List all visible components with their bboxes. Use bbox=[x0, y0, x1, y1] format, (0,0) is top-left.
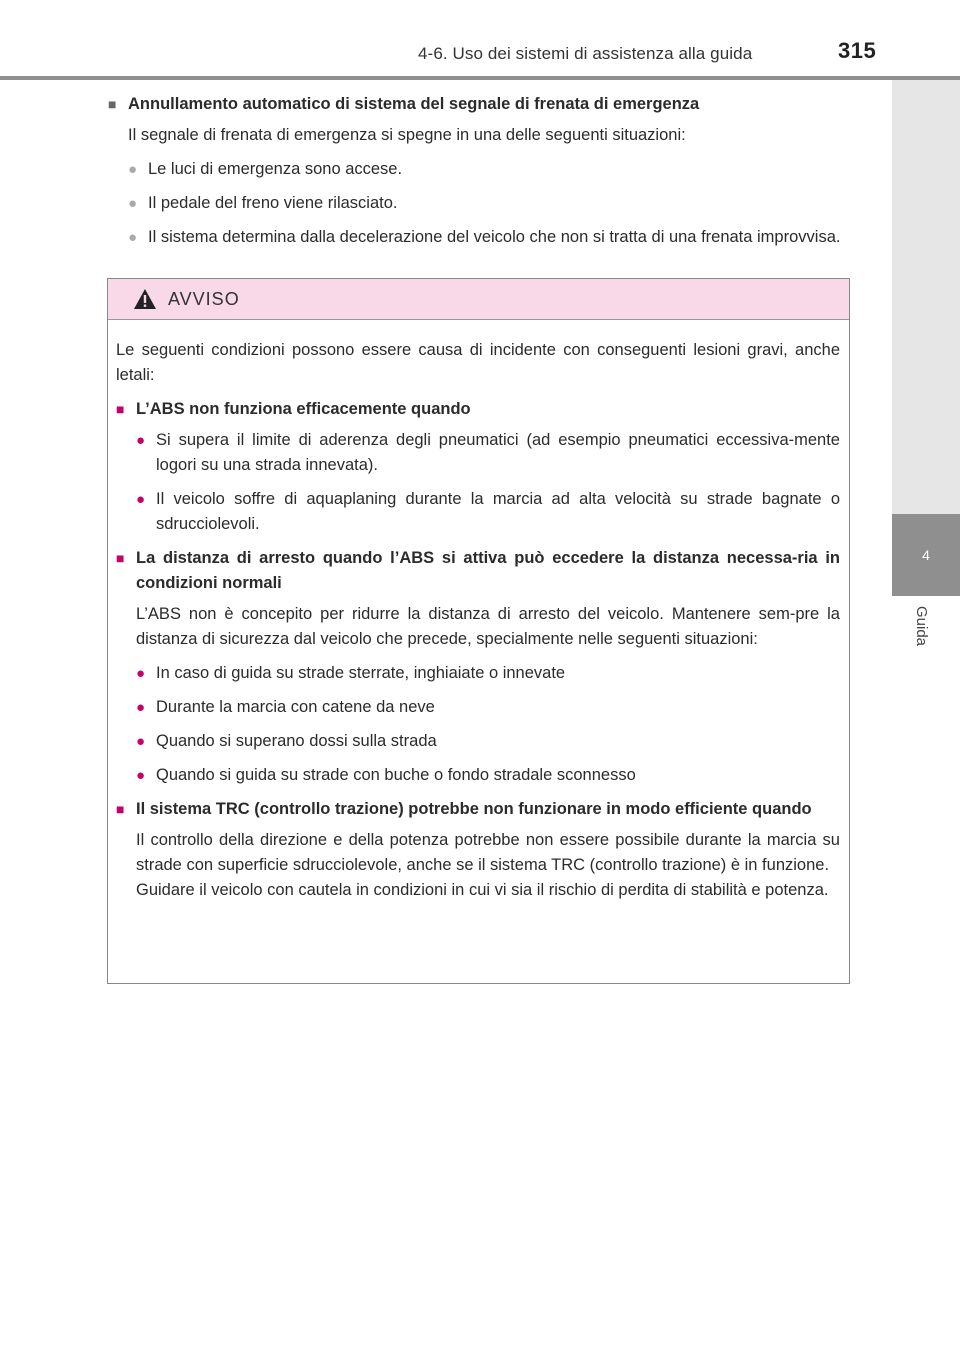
list-item-text: Quando si guida su strade con buche o fondo stradale sconnesso bbox=[156, 766, 636, 784]
warning-box-header bbox=[108, 279, 849, 320]
circle-bullet-icon: ● bbox=[128, 195, 138, 212]
running-header-section: 4-6. Uso dei sistemi di assistenza alla guida bbox=[418, 44, 753, 63]
list-item-text: Il pedale del freno viene rilasciato. bbox=[148, 194, 398, 212]
circle-bullet-icon: ● bbox=[128, 161, 138, 178]
circle-bullet-icon: ● bbox=[136, 665, 146, 682]
warning-subheading-text: Il sistema TRC (controllo trazione) potrebbe non funzionare in modo efficiente quando bbox=[136, 800, 812, 818]
list-item bbox=[108, 191, 852, 216]
warning-bullet-list bbox=[116, 661, 840, 788]
list-item-text: Il sistema determina dalla decelerazione del veicolo che non si tratta di una frenata improvvisa. bbox=[148, 228, 841, 246]
main-section bbox=[108, 92, 852, 250]
section-intro: Il segnale di frenata di emergenza si spegne in una delle seguenti situazioni: bbox=[128, 126, 686, 144]
warning-subheading-text: La distanza di arresto quando l’ABS si attiva può eccedere la distanza necessa-ria in condizioni normali bbox=[136, 549, 840, 592]
side-tab-strip bbox=[892, 80, 960, 514]
list-item-text: Il veicolo soffre di aquaplaning durante la marcia ad alta velocità su strade bagnate o sdrucciolevoli. bbox=[156, 490, 840, 533]
warning-subheading-text: L’ABS non funziona efficacemente quando bbox=[136, 400, 471, 418]
list-item bbox=[116, 487, 840, 537]
list-item-text: In caso di guida su strade sterrate, inghiaiate o innevate bbox=[156, 664, 566, 682]
circle-bullet-icon: ● bbox=[136, 491, 146, 508]
list-item-text: Quando si superano dossi sulla strada bbox=[156, 732, 437, 750]
circle-bullet-icon: ● bbox=[136, 699, 146, 716]
circle-bullet-icon: ● bbox=[136, 767, 146, 784]
list-item bbox=[116, 428, 840, 478]
warning-paragraph: Guidare il veicolo con cautela in condizioni in cui vi sia il rischio di perdita di stabilità e potenza. bbox=[136, 881, 829, 899]
section-heading bbox=[108, 92, 852, 117]
header-rule bbox=[0, 76, 960, 80]
list-item-text: Si supera il limite di aderenza degli pneumatici (ad esempio pneumatici eccessiva-mente logori su una strada innevata). bbox=[156, 431, 840, 474]
warning-triangle-icon bbox=[133, 288, 157, 310]
warning-title: AVVISO bbox=[168, 288, 240, 309]
warning-bullet-list bbox=[116, 428, 840, 537]
warning-intro: Le seguenti condizioni possono essere causa di incidente con conseguenti lesioni gravi, anche letali: bbox=[116, 341, 840, 384]
square-bullet-icon: ■ bbox=[116, 550, 125, 566]
list-item-text: Le luci di emergenza sono accese. bbox=[148, 160, 403, 178]
list-item bbox=[116, 695, 840, 720]
warning-subheading bbox=[116, 397, 840, 422]
list-item bbox=[116, 729, 840, 754]
warning-paragraph: L’ABS non è concepito per ridurre la distanza di arresto del veicolo. Mantenere sem-pre la distanza di sicurezza dal veicolo che precede, specialmente nelle seguenti situazioni: bbox=[136, 605, 840, 648]
list-item-text: Durante la marcia con catene da neve bbox=[156, 698, 435, 716]
list-item bbox=[108, 157, 852, 182]
page-number: 315 bbox=[838, 38, 877, 63]
square-bullet-icon: ■ bbox=[116, 401, 125, 417]
warning-subheading bbox=[116, 546, 840, 596]
square-bullet-icon: ■ bbox=[108, 96, 117, 112]
list-item bbox=[116, 661, 840, 686]
main-bullet-list bbox=[108, 157, 852, 250]
list-item bbox=[116, 763, 840, 788]
warning-subheading bbox=[116, 797, 840, 822]
chapter-tab-number: 4 bbox=[892, 514, 960, 596]
circle-bullet-icon: ● bbox=[136, 733, 146, 750]
chapter-tab-label: Guida bbox=[913, 606, 930, 647]
section-heading-text: Annullamento automatico di sistema del segnale di frenata di emergenza bbox=[128, 95, 700, 113]
warning-box bbox=[107, 278, 850, 984]
circle-bullet-icon: ● bbox=[136, 432, 146, 449]
list-item bbox=[108, 225, 852, 250]
circle-bullet-icon: ● bbox=[128, 229, 138, 246]
square-bullet-icon: ■ bbox=[116, 801, 125, 817]
warning-body bbox=[108, 320, 849, 903]
warning-paragraph: Il controllo della direzione e della potenza potrebbe non essere possibile durante la marcia su strade con superficie sdrucciolevole, anche se il sistema TRC (controllo trazione) è in funzione. bbox=[136, 831, 840, 874]
